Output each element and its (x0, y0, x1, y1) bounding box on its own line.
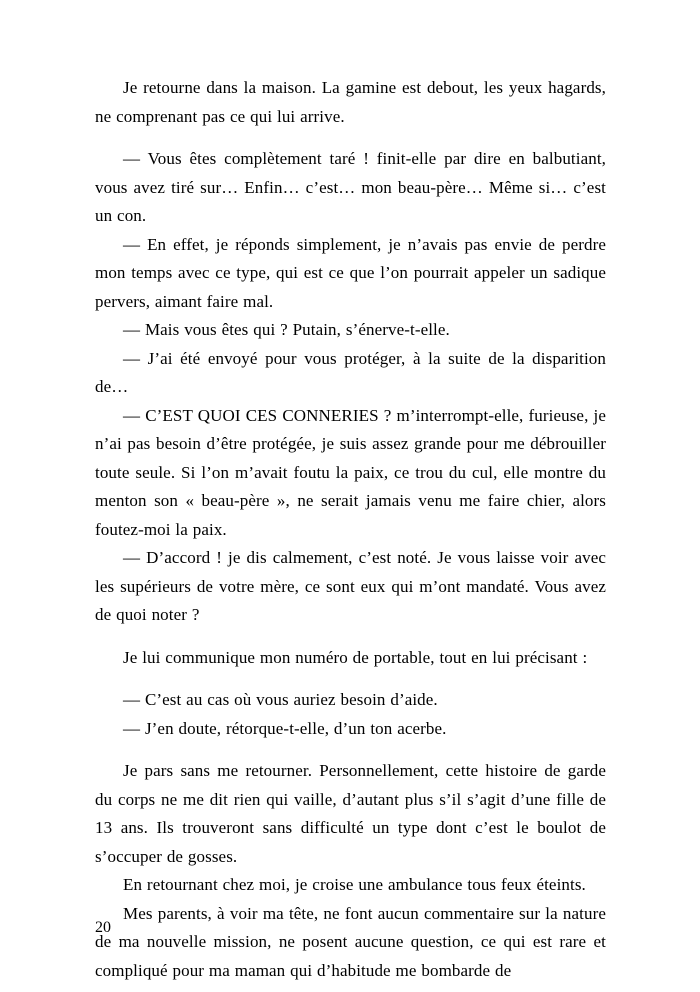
paragraph: Je pars sans me retourner. Personnellement, cette histoire de garde du corps ne me dit rien qui vaille, d’autant plus s’il s’agit d’une fille de 13 ans. Ils trouveront sans difficulté un type dont c’est le boulot de s’occuper de gosses. (95, 761, 606, 866)
paragraph: Mes parents, à voir ma tête, ne font aucun commentaire sur la nature de ma nouvelle mission, ne posent aucune question, ce qui est rare et compliqué pour ma maman qui d’habitude me bombarde de (95, 903, 606, 980)
paragraph: — Mais vous êtes qui ? Putain, s’énerve-t-elle. (123, 320, 450, 339)
text-block (95, 74, 606, 985)
paragraph: — C’EST QUOI CES CONNERIES ? m’interrompt-elle, furieuse, je n’ai pas besoin d’être protégée, je suis assez grande pour me débrouiller toute seule. Si l’on m’avait foutu la paix, ce trou du cul, elle montre du menton son « beau-père », ne serait jamais venu me faire chier, alors foutez-moi la paix. (95, 405, 606, 539)
paragraph: — J’en doute, rétorque-t-elle, d’un ton acerbe. (123, 718, 447, 738)
paragraph: — D’accord ! je dis calmement, c’est noté. Je vous laisse voir avec les supérieurs de votre mère, ce sont eux qui m’ont mandaté. Vous avez de quoi noter ? (95, 548, 606, 624)
paragraph: En retournant chez moi, je croise une ambulance tous feux éteints. (123, 875, 586, 894)
paragraph: Je retourne dans la maison. La gamine est debout, les yeux hagards, ne comprenant pas ce qui lui arrive. (95, 78, 606, 126)
paragraph: — En effet, je réponds simplement, je n’avais pas envie de perdre mon temps avec ce type, qui est ce que l’on pourrait appeler un sadique pervers, aimant faire mal. (95, 234, 606, 311)
page-number: 20 (95, 919, 111, 936)
paragraph: — C’est au cas où vous auriez besoin d’aide. (123, 690, 438, 709)
paragraph: — J’ai été envoyé pour vous protéger, à la suite de la disparition de… (95, 348, 606, 396)
paragraph: — Vous êtes complètement taré ! finit-elle par dire en balbutiant, vous avez tiré sur… Enfin… c’est… mon beau-père… Même si… c’est un con. (95, 149, 606, 225)
paragraph: Je lui communique mon numéro de portable, tout en lui précisant : (123, 647, 588, 667)
